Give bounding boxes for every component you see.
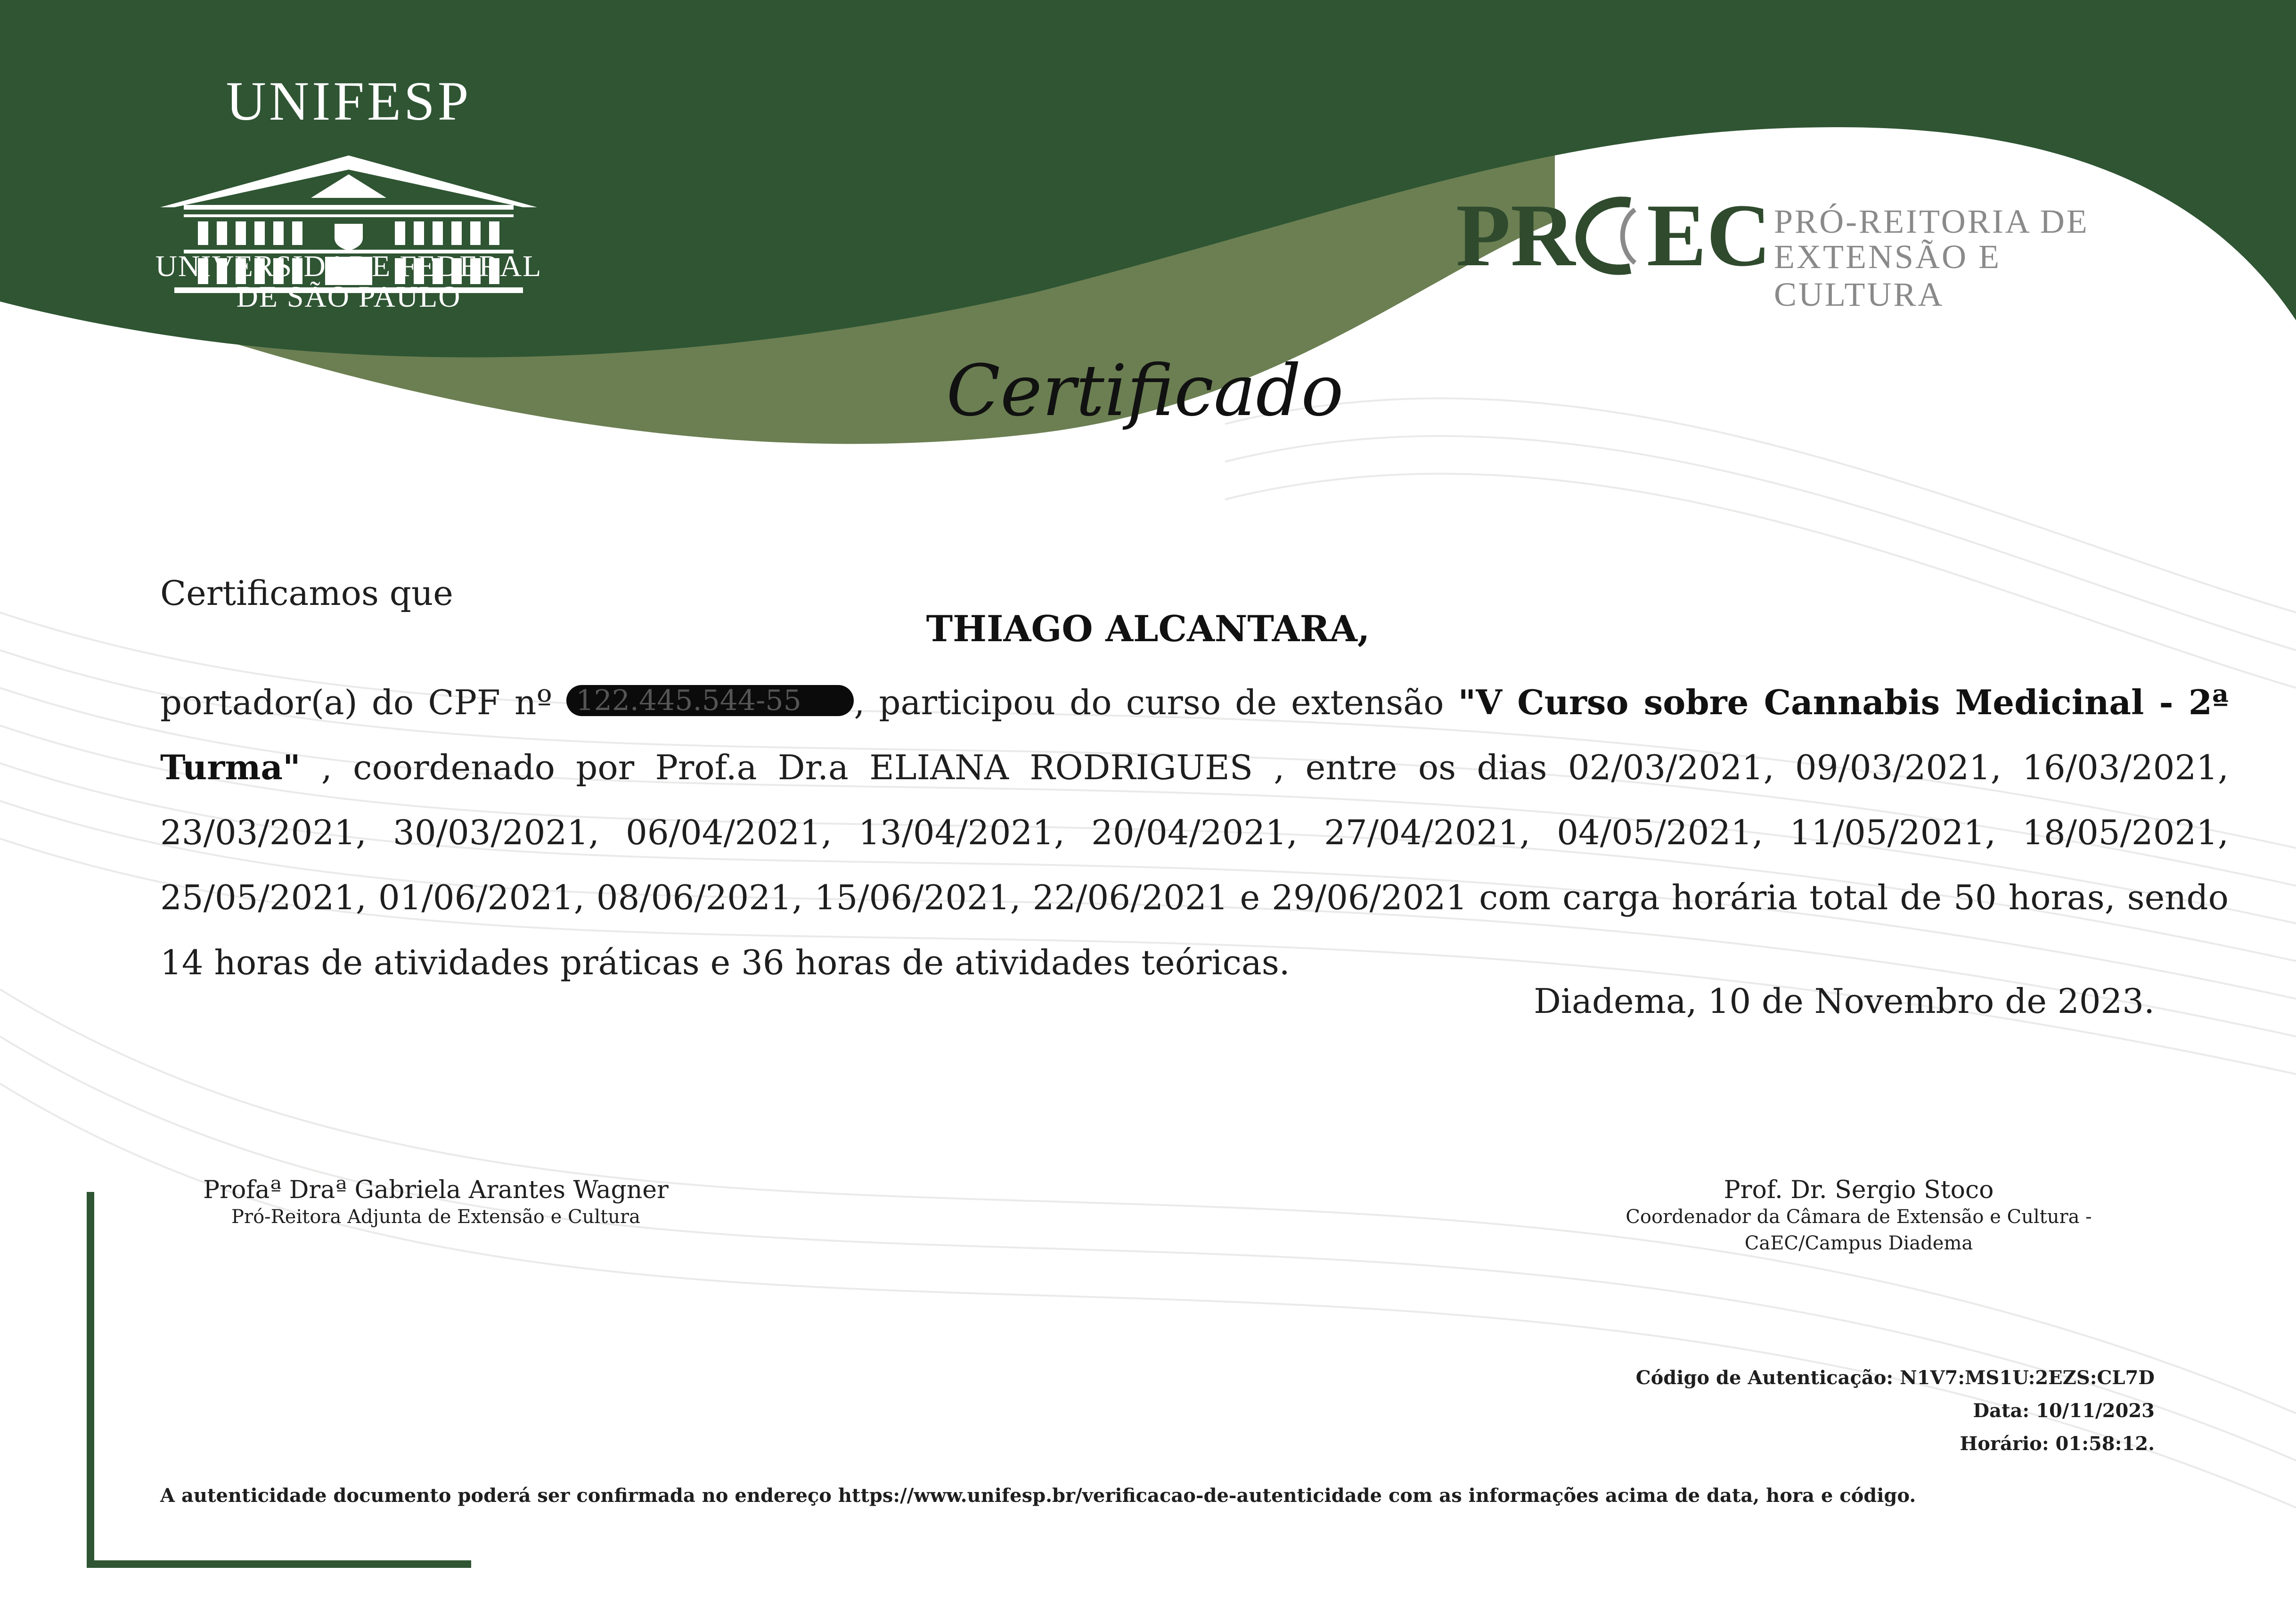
verification-note: A autenticidade documento poderá ser confirmada no endereço https://www.unifesp.br/verificacao-de-autenticidade com as informações acima de data, hora e código. — [160, 1484, 1916, 1507]
authentication-date: Data: 10/11/2023 — [1973, 1400, 2155, 1422]
authentication-code: Código de Autenticação: N1V7:MS1U:2EZS:CL7D — [1635, 1367, 2155, 1389]
place-and-date: Diadema, 10 de Novembro de 2023. — [1534, 981, 2155, 1021]
proec-logo — [1456, 184, 2172, 313]
signature-left-role: Pró-Reitora Adjunta de Extensão e Cultura — [231, 1206, 640, 1228]
body-text-coordinator-dates: , coordenado por Prof.a Dr.a ELIANA RODRIGUES , entre os dias 02/03/2021, 09/03/2021, 16/03/2021, 23/03/2021, 30/03/2021, 06/04/2021, 13/04/2021, 20/04/2021, 27/04/2021, 04/05/2021, 11/05/2021, 18/05/2021, 25/05/2021, 01/06/2021, 08/06/2021, 15/06/2021, 22/06/2021 e 29/06/2021 com carga horária total de 50 horas, sendo 14 horas de atividades práticas e 36 horas de atividades teóricas. — [160, 748, 2229, 982]
corner-bracket-decoration — [85, 1192, 471, 1574]
signature-left-name: Profaª Draª Gabriela Arantes Wagner — [203, 1176, 669, 1204]
proec-subtitle-line1: PRÓ-REITORIA DE — [1774, 203, 2089, 240]
signature-right-name: Prof. Dr. Sergio Stoco — [1724, 1176, 1994, 1204]
recipient-name: THIAGO ALCANTARA, — [926, 608, 1370, 650]
body-text-before-cpf: portador(a) do CPF nº — [160, 683, 567, 722]
proec-wordmark-left: PR — [1456, 186, 1576, 285]
intro-text: Certificamos que — [160, 573, 453, 613]
unifesp-logo — [151, 71, 547, 325]
proec-o-swirl-icon — [1574, 193, 1654, 278]
cpf-redaction-mark: 122.445.544-55 — [566, 685, 854, 716]
signature-right-role-line2: CaEC/Campus Diadema — [1744, 1232, 1973, 1254]
signature-right-role-line1: Coordenador da Câmara de Extensão e Cultura - — [1626, 1206, 2092, 1228]
proec-subtitle-line2: EXTENSÃO E CULTURA — [1774, 238, 2001, 313]
signature-right-role — [1564, 1204, 2153, 1256]
course-name: "V Curso sobre Cannabis Medicinal - 2ª Turma" — [160, 682, 2229, 787]
unifesp-logo-subtitle-line2: DE SÃO PAULO — [236, 280, 461, 313]
body-text-after-cpf: , participou do curso de extensão — [854, 683, 1458, 722]
certificate-body-paragraph — [160, 670, 2229, 995]
certificate-title: Certificado — [946, 350, 1344, 432]
proec-wordmark-right: EC — [1647, 186, 1771, 285]
unifesp-logo-name: UNIFESP — [226, 70, 472, 132]
authentication-time: Horário: 01:58:12. — [1960, 1433, 2155, 1455]
unifesp-logo-subtitle-line1: UNIVERSIDADE FEDERAL — [155, 249, 542, 283]
